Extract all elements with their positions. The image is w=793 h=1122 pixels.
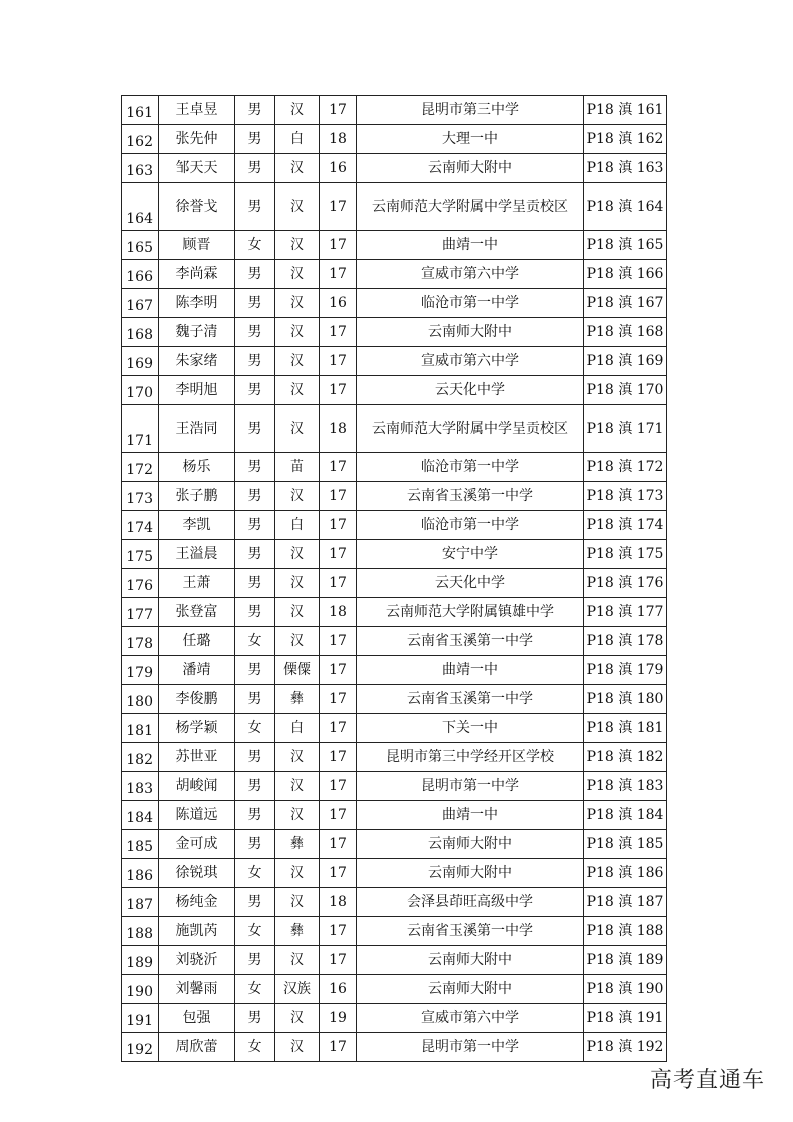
row-number-cell: 177: [122, 598, 159, 627]
row-number-cell: 170: [122, 376, 159, 405]
table-row: [122, 347, 667, 376]
row-number-cell: 171: [122, 405, 159, 453]
school-name-cell: 昆明市第一中学: [357, 772, 584, 801]
age-cell: 17: [320, 376, 357, 405]
gender-cell: 男: [235, 96, 275, 125]
gender-cell: 女: [235, 975, 275, 1004]
ethnicity-cell: 汉: [275, 859, 320, 888]
table-row: [122, 260, 667, 289]
row-number-cell: 183: [122, 772, 159, 801]
registration-code-cell: P18 滇 182: [584, 743, 667, 772]
row-number-cell: 186: [122, 859, 159, 888]
ethnicity-cell: 汉: [275, 482, 320, 511]
ethnicity-cell: 汉: [275, 376, 320, 405]
student-name-cell: 陈道远: [159, 801, 235, 830]
age-cell: 17: [320, 859, 357, 888]
ethnicity-cell: 汉: [275, 318, 320, 347]
school-name-cell: 云南师大附中: [357, 830, 584, 859]
row-number-cell: 175: [122, 540, 159, 569]
gender-cell: 女: [235, 917, 275, 946]
age-cell: 17: [320, 801, 357, 830]
school-name-cell: 云南省玉溪第一中学: [357, 685, 584, 714]
table-row: [122, 289, 667, 318]
gender-cell: 男: [235, 154, 275, 183]
watermark-text: 高考直通车: [649, 1068, 765, 1093]
registration-code-cell: P18 滇 185: [584, 830, 667, 859]
gender-cell: 男: [235, 405, 275, 453]
student-name-cell: 张先仲: [159, 125, 235, 154]
row-number-cell: 167: [122, 289, 159, 318]
ethnicity-cell: 汉: [275, 772, 320, 801]
student-name-cell: 邹天天: [159, 154, 235, 183]
school-name-cell: 云南省玉溪第一中学: [357, 627, 584, 656]
row-number-cell: 189: [122, 946, 159, 975]
registration-code-cell: P18 滇 170: [584, 376, 667, 405]
registration-code-cell: P18 滇 171: [584, 405, 667, 453]
gender-cell: 男: [235, 347, 275, 376]
table-row: [122, 154, 667, 183]
age-cell: 17: [320, 231, 357, 260]
ethnicity-cell: 汉: [275, 801, 320, 830]
table-row: [122, 405, 667, 453]
ethnicity-cell: 汉: [275, 1004, 320, 1033]
student-name-cell: 刘馨雨: [159, 975, 235, 1004]
table-row: [122, 656, 667, 685]
table-row: [122, 772, 667, 801]
student-name-cell: 李俊鹏: [159, 685, 235, 714]
table-row: [122, 888, 667, 917]
table-row: [122, 1004, 667, 1033]
ethnicity-cell: 汉: [275, 569, 320, 598]
age-cell: 17: [320, 511, 357, 540]
table-row: [122, 859, 667, 888]
gender-cell: 男: [235, 1004, 275, 1033]
table-row: [122, 511, 667, 540]
row-number-cell: 180: [122, 685, 159, 714]
ethnicity-cell: 彝: [275, 830, 320, 859]
row-number-cell: 191: [122, 1004, 159, 1033]
ethnicity-cell: 白: [275, 125, 320, 154]
school-name-cell: 昆明市第三中学: [357, 96, 584, 125]
ethnicity-cell: 汉族: [275, 975, 320, 1004]
student-name-cell: 杨学颖: [159, 714, 235, 743]
gender-cell: 女: [235, 627, 275, 656]
school-name-cell: 云南师范大学附属镇雄中学: [357, 598, 584, 627]
gender-cell: 男: [235, 946, 275, 975]
age-cell: 17: [320, 96, 357, 125]
gender-cell: 男: [235, 318, 275, 347]
school-name-cell: 临沧市第一中学: [357, 289, 584, 318]
school-name-cell: 临沧市第一中学: [357, 511, 584, 540]
age-cell: 17: [320, 540, 357, 569]
gender-cell: 男: [235, 376, 275, 405]
row-number-cell: 169: [122, 347, 159, 376]
ethnicity-cell: 汉: [275, 96, 320, 125]
table-row: [122, 540, 667, 569]
age-cell: 17: [320, 685, 357, 714]
age-cell: 17: [320, 627, 357, 656]
row-number-cell: 164: [122, 183, 159, 231]
ethnicity-cell: 汉: [275, 347, 320, 376]
ethnicity-cell: 傈僳: [275, 656, 320, 685]
registration-code-cell: P18 滇 169: [584, 347, 667, 376]
age-cell: 17: [320, 743, 357, 772]
school-name-cell: 大理一中: [357, 125, 584, 154]
registration-code-cell: P18 滇 177: [584, 598, 667, 627]
gender-cell: 男: [235, 743, 275, 772]
registration-code-cell: P18 滇 164: [584, 183, 667, 231]
student-name-cell: 杨乐: [159, 453, 235, 482]
student-name-cell: 朱家绪: [159, 347, 235, 376]
row-number-cell: 176: [122, 569, 159, 598]
age-cell: 17: [320, 714, 357, 743]
gender-cell: 男: [235, 482, 275, 511]
table-row: [122, 125, 667, 154]
table-row: [122, 917, 667, 946]
registration-code-cell: P18 滇 172: [584, 453, 667, 482]
ethnicity-cell: 苗: [275, 453, 320, 482]
registration-code-cell: P18 滇 175: [584, 540, 667, 569]
registration-code-cell: P18 滇 188: [584, 917, 667, 946]
registration-code-cell: P18 滇 162: [584, 125, 667, 154]
ethnicity-cell: 汉: [275, 405, 320, 453]
row-number-cell: 181: [122, 714, 159, 743]
student-name-cell: 徐誉戈: [159, 183, 235, 231]
age-cell: 17: [320, 1033, 357, 1062]
gender-cell: 男: [235, 289, 275, 318]
ethnicity-cell: 汉: [275, 946, 320, 975]
age-cell: 17: [320, 260, 357, 289]
registration-code-cell: P18 滇 181: [584, 714, 667, 743]
school-name-cell: 云天化中学: [357, 569, 584, 598]
table-row: [122, 830, 667, 859]
ethnicity-cell: 汉: [275, 540, 320, 569]
row-number-cell: 190: [122, 975, 159, 1004]
student-name-cell: 顾晋: [159, 231, 235, 260]
row-number-cell: 163: [122, 154, 159, 183]
age-cell: 16: [320, 289, 357, 318]
registration-code-cell: P18 滇 163: [584, 154, 667, 183]
row-number-cell: 174: [122, 511, 159, 540]
school-name-cell: 云南师范大学附属中学呈贡校区: [357, 405, 584, 453]
table-row: [122, 569, 667, 598]
row-number-cell: 179: [122, 656, 159, 685]
student-name-cell: 潘靖: [159, 656, 235, 685]
table-row: [122, 376, 667, 405]
row-number-cell: 192: [122, 1033, 159, 1062]
student-name-cell: 刘骁沂: [159, 946, 235, 975]
ethnicity-cell: 彝: [275, 685, 320, 714]
school-name-cell: 会泽县茚旺高级中学: [357, 888, 584, 917]
gender-cell: 男: [235, 260, 275, 289]
registration-code-cell: P18 滇 178: [584, 627, 667, 656]
row-number-cell: 161: [122, 96, 159, 125]
age-cell: 17: [320, 183, 357, 231]
school-name-cell: 云南师大附中: [357, 859, 584, 888]
student-name-cell: 王浩同: [159, 405, 235, 453]
age-cell: 18: [320, 598, 357, 627]
ethnicity-cell: 汉: [275, 627, 320, 656]
gender-cell: 男: [235, 830, 275, 859]
registration-code-cell: P18 滇 180: [584, 685, 667, 714]
student-name-cell: 陈李明: [159, 289, 235, 318]
row-number-cell: 173: [122, 482, 159, 511]
table-row: [122, 482, 667, 511]
registration-code-cell: P18 滇 183: [584, 772, 667, 801]
table-row: [122, 685, 667, 714]
registration-code-cell: P18 滇 191: [584, 1004, 667, 1033]
student-name-cell: 任璐: [159, 627, 235, 656]
registration-code-cell: P18 滇 186: [584, 859, 667, 888]
row-number-cell: 162: [122, 125, 159, 154]
gender-cell: 男: [235, 772, 275, 801]
ethnicity-cell: 白: [275, 714, 320, 743]
school-name-cell: 云南师大附中: [357, 318, 584, 347]
gender-cell: 男: [235, 569, 275, 598]
table-row: [122, 801, 667, 830]
student-name-cell: 施凯芮: [159, 917, 235, 946]
student-name-cell: 周欣蕾: [159, 1033, 235, 1062]
school-name-cell: 云南师大附中: [357, 154, 584, 183]
table-row: [122, 453, 667, 482]
age-cell: 17: [320, 482, 357, 511]
ethnicity-cell: 白: [275, 511, 320, 540]
registration-code-cell: P18 滇 168: [584, 318, 667, 347]
school-name-cell: 宣威市第六中学: [357, 1004, 584, 1033]
student-name-cell: 李尚霖: [159, 260, 235, 289]
gender-cell: 男: [235, 453, 275, 482]
table-row: [122, 627, 667, 656]
roster-sheet: [121, 95, 667, 1062]
registration-code-cell: P18 滇 174: [584, 511, 667, 540]
registration-code-cell: P18 滇 192: [584, 1033, 667, 1062]
registration-code-cell: P18 滇 173: [584, 482, 667, 511]
student-name-cell: 王萧: [159, 569, 235, 598]
table-row: [122, 1033, 667, 1062]
table-row: [122, 743, 667, 772]
ethnicity-cell: 汉: [275, 260, 320, 289]
ethnicity-cell: 汉: [275, 183, 320, 231]
row-number-cell: 182: [122, 743, 159, 772]
roster-table-body: [122, 96, 667, 1062]
registration-code-cell: P18 滇 161: [584, 96, 667, 125]
student-name-cell: 李凯: [159, 511, 235, 540]
age-cell: 17: [320, 453, 357, 482]
gender-cell: 女: [235, 231, 275, 260]
age-cell: 16: [320, 975, 357, 1004]
registration-code-cell: P18 滇 167: [584, 289, 667, 318]
registration-code-cell: P18 滇 184: [584, 801, 667, 830]
table-row: [122, 598, 667, 627]
ethnicity-cell: 汉: [275, 598, 320, 627]
registration-code-cell: P18 滇 179: [584, 656, 667, 685]
school-name-cell: 宣威市第六中学: [357, 347, 584, 376]
age-cell: 19: [320, 1004, 357, 1033]
age-cell: 17: [320, 772, 357, 801]
row-number-cell: 168: [122, 318, 159, 347]
gender-cell: 女: [235, 714, 275, 743]
ethnicity-cell: 汉: [275, 1033, 320, 1062]
school-name-cell: 云天化中学: [357, 376, 584, 405]
school-name-cell: 临沧市第一中学: [357, 453, 584, 482]
age-cell: 17: [320, 656, 357, 685]
student-name-cell: 王溢晨: [159, 540, 235, 569]
row-number-cell: 178: [122, 627, 159, 656]
registration-code-cell: P18 滇 190: [584, 975, 667, 1004]
row-number-cell: 187: [122, 888, 159, 917]
school-name-cell: 昆明市第三中学经开区学校: [357, 743, 584, 772]
school-name-cell: 云南师大附中: [357, 946, 584, 975]
row-number-cell: 188: [122, 917, 159, 946]
table-row: [122, 183, 667, 231]
ethnicity-cell: 汉: [275, 154, 320, 183]
school-name-cell: 曲靖一中: [357, 231, 584, 260]
age-cell: 18: [320, 888, 357, 917]
age-cell: 17: [320, 569, 357, 598]
gender-cell: 女: [235, 1033, 275, 1062]
registration-code-cell: P18 滇 166: [584, 260, 667, 289]
student-name-cell: 王卓昱: [159, 96, 235, 125]
school-name-cell: 云南师大附中: [357, 975, 584, 1004]
age-cell: 17: [320, 347, 357, 376]
age-cell: 17: [320, 946, 357, 975]
school-name-cell: 下关一中: [357, 714, 584, 743]
student-name-cell: 魏子清: [159, 318, 235, 347]
age-cell: 18: [320, 125, 357, 154]
row-number-cell: 165: [122, 231, 159, 260]
age-cell: 18: [320, 405, 357, 453]
gender-cell: 男: [235, 685, 275, 714]
table-row: [122, 231, 667, 260]
table-row: [122, 96, 667, 125]
gender-cell: 男: [235, 183, 275, 231]
gender-cell: 男: [235, 125, 275, 154]
table-row: [122, 946, 667, 975]
ethnicity-cell: 汉: [275, 743, 320, 772]
school-name-cell: 宣威市第六中学: [357, 260, 584, 289]
table-row: [122, 714, 667, 743]
school-name-cell: 云南省玉溪第一中学: [357, 917, 584, 946]
ethnicity-cell: 汉: [275, 888, 320, 917]
table-row: [122, 975, 667, 1004]
school-name-cell: 云南省玉溪第一中学: [357, 482, 584, 511]
school-name-cell: 曲靖一中: [357, 656, 584, 685]
gender-cell: 女: [235, 859, 275, 888]
table-row: [122, 318, 667, 347]
student-name-cell: 包强: [159, 1004, 235, 1033]
registration-code-cell: P18 滇 189: [584, 946, 667, 975]
gender-cell: 男: [235, 888, 275, 917]
gender-cell: 男: [235, 598, 275, 627]
age-cell: 16: [320, 154, 357, 183]
gender-cell: 男: [235, 511, 275, 540]
school-name-cell: 云南师范大学附属中学呈贡校区: [357, 183, 584, 231]
student-name-cell: 张子鹏: [159, 482, 235, 511]
school-name-cell: 昆明市第一中学: [357, 1033, 584, 1062]
registration-code-cell: P18 滇 165: [584, 231, 667, 260]
school-name-cell: 曲靖一中: [357, 801, 584, 830]
row-number-cell: 166: [122, 260, 159, 289]
registration-code-cell: P18 滇 176: [584, 569, 667, 598]
gender-cell: 男: [235, 801, 275, 830]
student-name-cell: 徐锐琪: [159, 859, 235, 888]
age-cell: 17: [320, 318, 357, 347]
registration-code-cell: P18 滇 187: [584, 888, 667, 917]
student-name-cell: 张登富: [159, 598, 235, 627]
age-cell: 17: [320, 830, 357, 859]
student-name-cell: 李明旭: [159, 376, 235, 405]
student-name-cell: 胡峻闻: [159, 772, 235, 801]
ethnicity-cell: 汉: [275, 289, 320, 318]
student-name-cell: 金可成: [159, 830, 235, 859]
row-number-cell: 172: [122, 453, 159, 482]
gender-cell: 男: [235, 540, 275, 569]
school-name-cell: 安宁中学: [357, 540, 584, 569]
ethnicity-cell: 彝: [275, 917, 320, 946]
row-number-cell: 185: [122, 830, 159, 859]
ethnicity-cell: 汉: [275, 231, 320, 260]
age-cell: 17: [320, 917, 357, 946]
row-number-cell: 184: [122, 801, 159, 830]
gender-cell: 男: [235, 656, 275, 685]
student-name-cell: 苏世亚: [159, 743, 235, 772]
student-name-cell: 杨纯金: [159, 888, 235, 917]
roster-table: [121, 95, 667, 1062]
